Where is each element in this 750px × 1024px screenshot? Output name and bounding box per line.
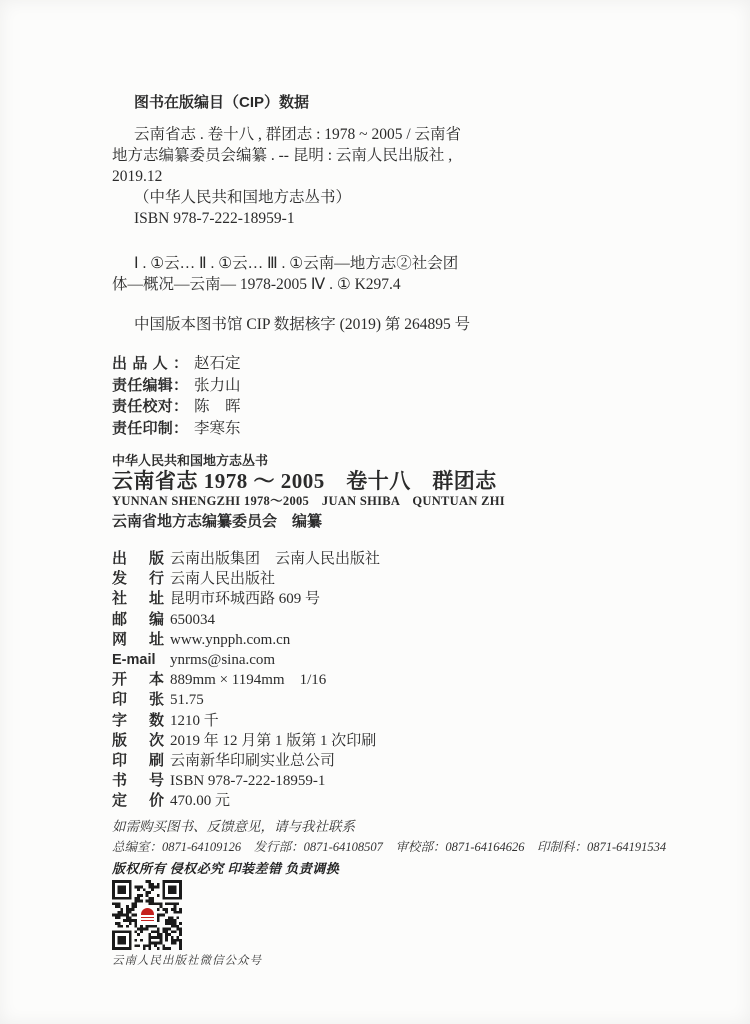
pub-row xyxy=(112,650,690,670)
pub-value: 云南出版集团 云南人民出版社 xyxy=(170,551,381,567)
pub-row xyxy=(112,610,690,630)
wechat-qr-code xyxy=(112,880,182,950)
staff-row xyxy=(112,375,690,397)
staff-role-label: 责任编辑： xyxy=(112,376,188,394)
staff-person-name: 陈 晖 xyxy=(194,398,241,415)
pub-value: 51.75 xyxy=(170,692,204,709)
qr-caption: 云南人民出版社微信公众号 xyxy=(112,954,262,967)
publisher-logo xyxy=(137,905,157,925)
staff-role-label: 责任校对： xyxy=(112,398,188,415)
purchase-contact-note: 如需购买图书、反馈意见，请与我社联系 xyxy=(112,818,355,834)
pub-row xyxy=(112,569,690,589)
staff-row xyxy=(112,418,690,440)
pub-row xyxy=(112,589,690,609)
pub-label: 版次 xyxy=(112,731,164,749)
pub-row xyxy=(112,549,690,569)
classification-line: 体—概况—云南— 1978-2005 Ⅳ . ① K297.4 xyxy=(112,276,401,293)
cip-line: 云南省志 . 卷十八 , 群团志 : 1978 ~ 2005 / 云南省 xyxy=(134,126,461,143)
series-name: 中华人民共和国地方志丛书 xyxy=(112,453,269,468)
pub-value: 2019 年 12 月第 1 版第 1 次印刷 xyxy=(170,732,377,749)
sun-logo-icon xyxy=(141,908,154,915)
classification-line: Ⅰ . ①云… Ⅱ . ①云… Ⅲ . ①云南—地方志②社会团 xyxy=(134,255,459,272)
pub-value: 889mm × 1194mm 1/16 xyxy=(170,672,327,689)
pub-value: 云南人民出版社 xyxy=(170,571,276,588)
pub-value: 1210 千 xyxy=(170,712,219,729)
pub-label: 发行 xyxy=(112,570,164,588)
staff-row xyxy=(112,353,690,375)
pub-label: 出版 xyxy=(112,550,164,567)
copyright-notice: 版权所有 侵权必究 印装差错 负责调换 xyxy=(112,860,340,876)
logo-line xyxy=(141,917,154,919)
compiler-line: 云南省地方志编纂委员会 编纂 xyxy=(112,513,323,530)
pub-row xyxy=(112,690,690,710)
staff-role-label: 责任印制： xyxy=(112,419,188,437)
department-phone-numbers: 总编室：0871-64109126 发行部：0871-64108507 审校部：0871-64164626 印制科：0871-64191534 xyxy=(112,839,667,854)
pub-label: 开本 xyxy=(112,671,164,689)
staff-person-name: 张力山 xyxy=(194,376,241,394)
qr-area xyxy=(112,880,690,968)
pub-label: 邮编 xyxy=(112,610,164,628)
pub-value: 470.00 元 xyxy=(170,793,231,810)
pub-label: E-mail xyxy=(112,652,156,669)
cip-record xyxy=(112,124,690,229)
pub-label: 社址 xyxy=(112,590,164,608)
logo-line xyxy=(141,920,154,922)
pub-row xyxy=(112,771,690,791)
cip-isbn: ISBN 978-7-222-18959-1 xyxy=(134,210,295,227)
cip-registry-number: 中国版本图书馆 CIP 数据核字 (2019) 第 264895 号 xyxy=(134,316,471,333)
book-title: 云南省志 1978 ～ 2005 卷十八 群团志 xyxy=(112,469,497,493)
staff-role-label: 出品人： xyxy=(112,355,188,372)
pub-label: 印刷 xyxy=(112,752,164,770)
pub-value: ynrms@sina.com xyxy=(170,652,276,669)
staff-person-name: 李寒东 xyxy=(194,419,241,437)
title-block xyxy=(112,452,690,532)
pub-value: www.ynpph.com.cn xyxy=(170,631,291,648)
cip-line: 2019.12 xyxy=(112,168,163,185)
pub-value: 650034 xyxy=(170,611,215,628)
pub-row xyxy=(112,751,690,771)
pub-row xyxy=(112,791,690,811)
pub-value: 昆明市环城西路 609 号 xyxy=(170,591,321,608)
staff-row xyxy=(112,396,690,418)
pub-row xyxy=(112,630,690,650)
book-title-pinyin: YUNNAN SHENGZHI 1978～2005 JUAN SHIBA QUNTUAN ZHI xyxy=(112,494,505,508)
staff-list xyxy=(112,353,690,439)
pub-value: 云南新华印刷实业总公司 xyxy=(170,753,336,770)
pub-row xyxy=(112,711,690,731)
pub-label: 网址 xyxy=(112,630,164,648)
pub-row xyxy=(112,731,690,751)
cip-classification xyxy=(112,253,690,295)
pub-label: 书号 xyxy=(112,772,164,790)
pub-label: 印张 xyxy=(112,691,164,709)
pub-label: 字数 xyxy=(112,711,164,729)
cip-series-note: （中华人民共和国地方志丛书） xyxy=(134,189,352,206)
pub-value: ISBN 978-7-222-18959-1 xyxy=(170,773,326,790)
pub-row xyxy=(112,670,690,690)
publication-info xyxy=(112,549,690,812)
cip-line: 地方志编纂委员会编纂 . -- 昆明 : 云南人民出版社 , xyxy=(112,147,453,164)
staff-person-name: 赵石定 xyxy=(194,355,241,372)
pub-label: 定价 xyxy=(112,792,164,810)
cip-header: 图书在版编目（CIP）数据 xyxy=(134,94,310,111)
